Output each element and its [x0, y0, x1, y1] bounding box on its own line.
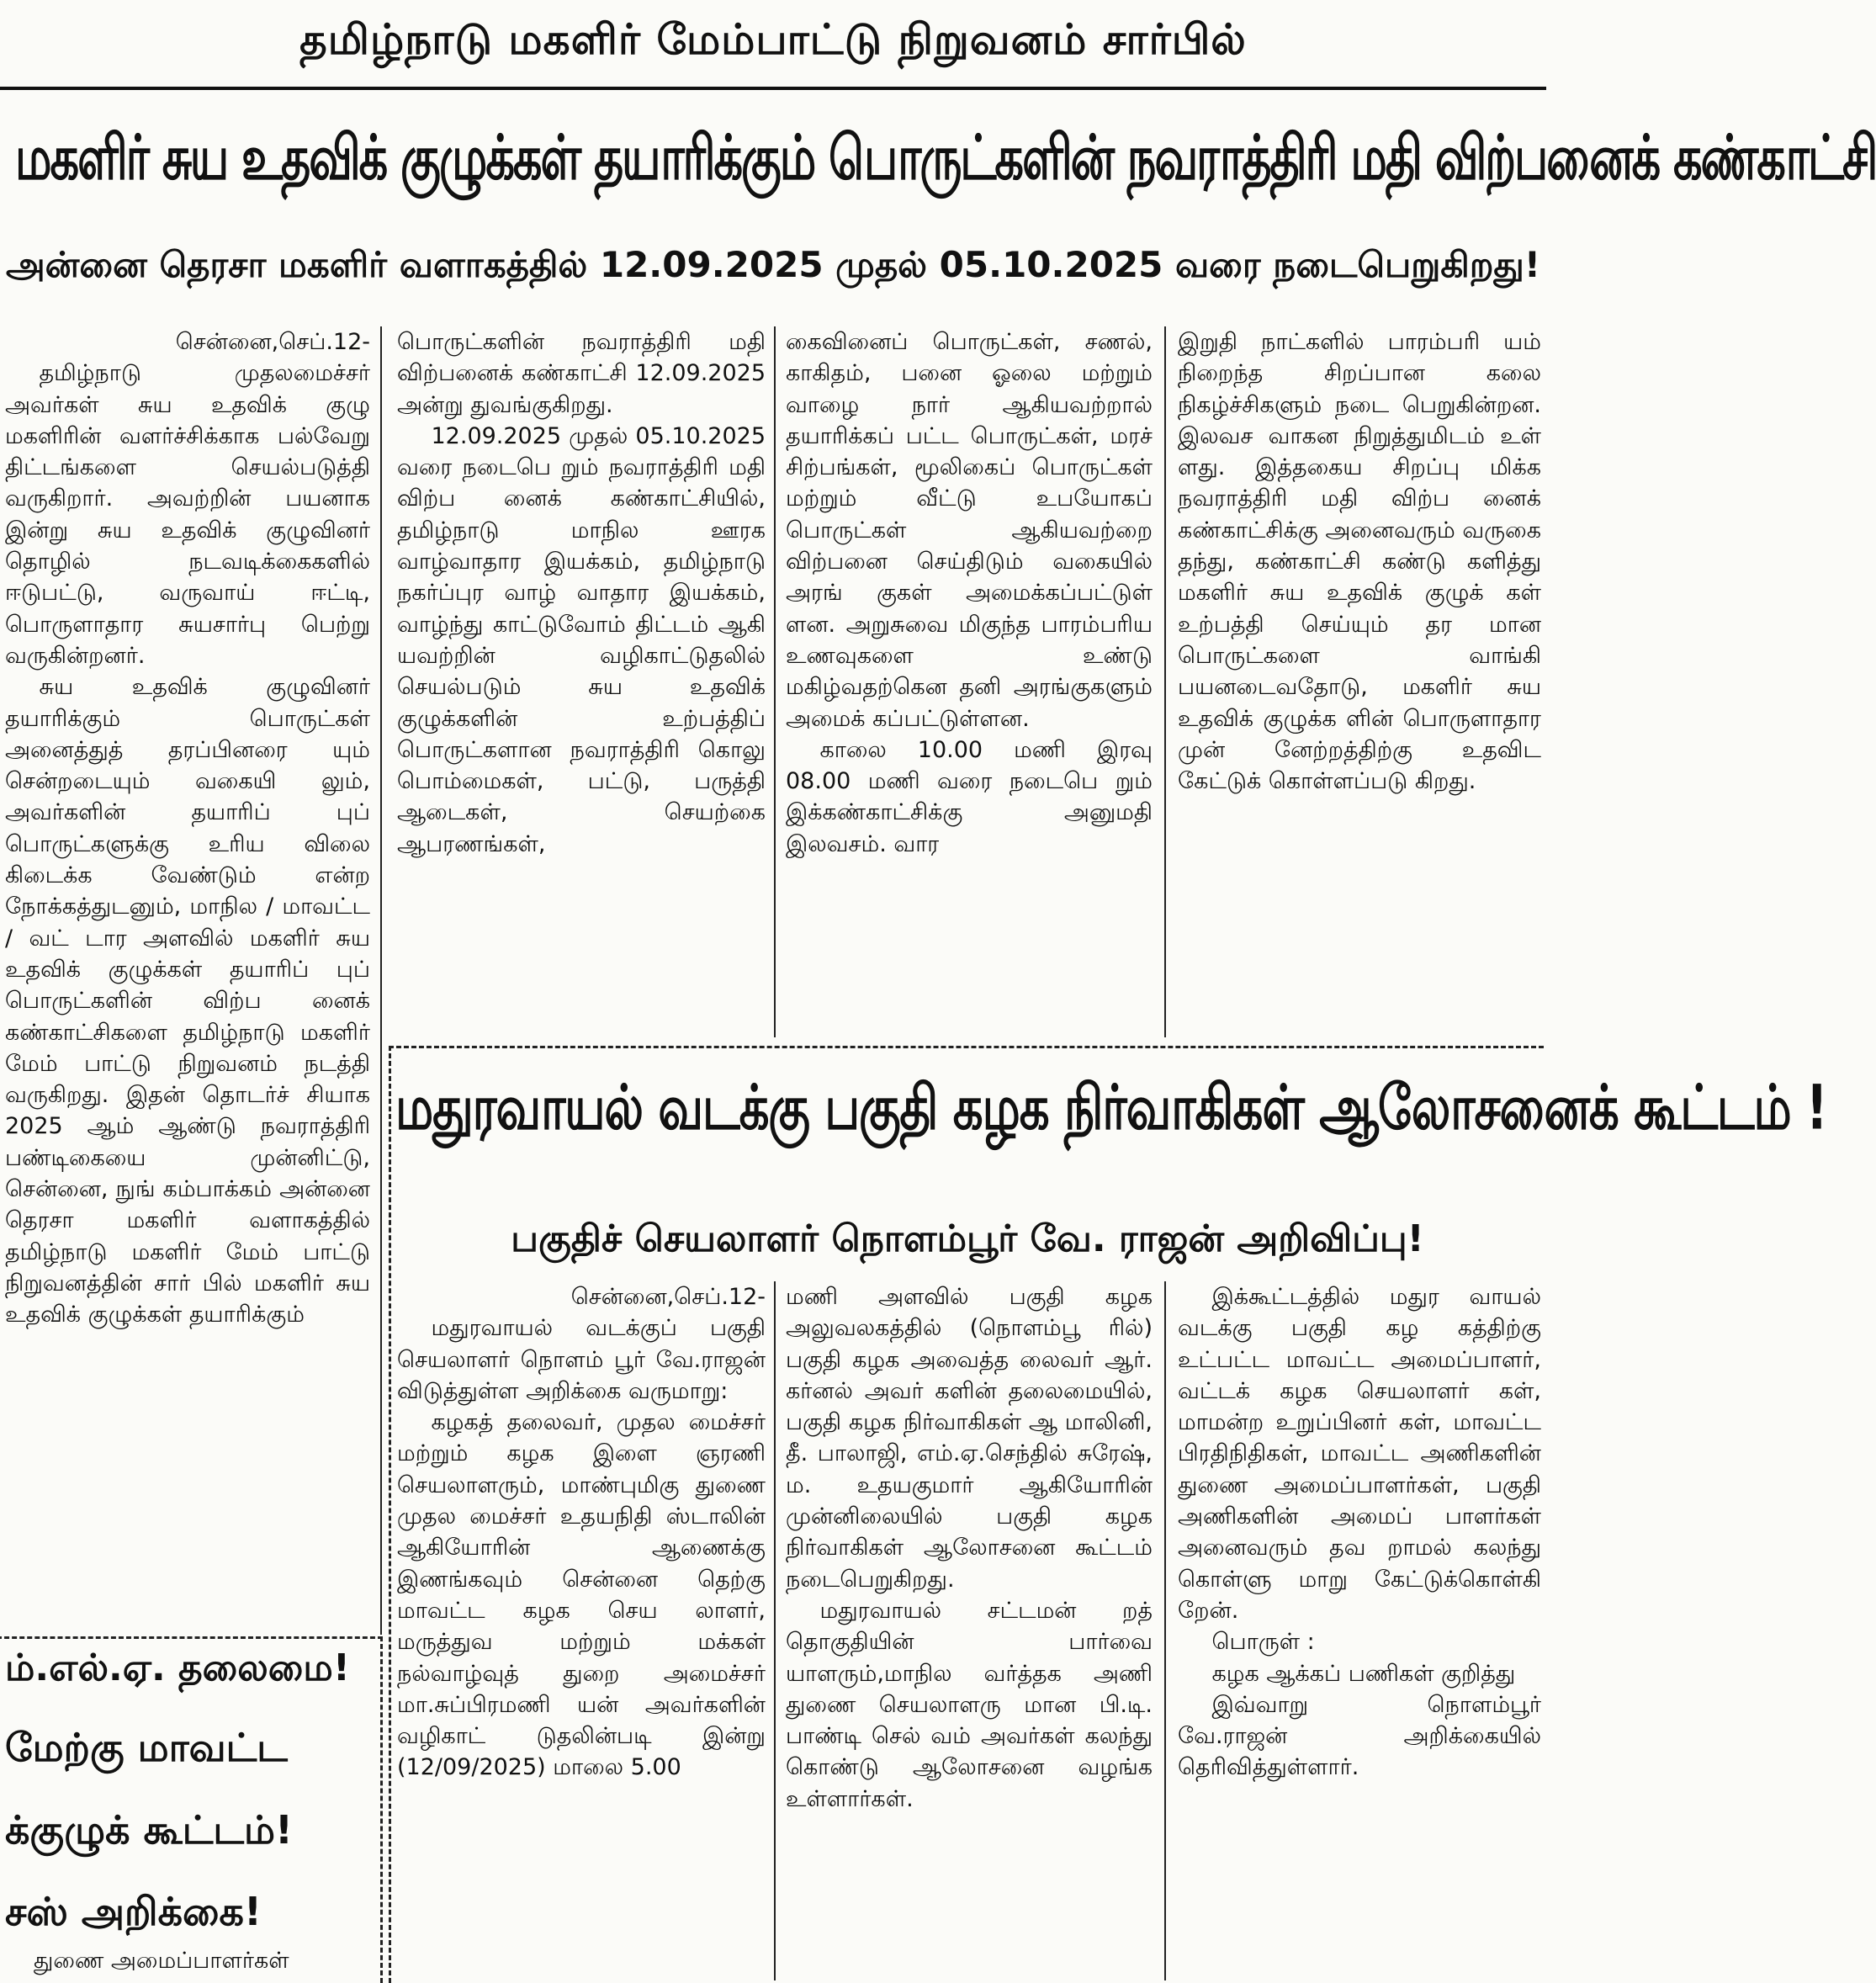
article2-column-1	[397, 1281, 766, 1980]
column-rule	[1164, 1281, 1166, 1980]
article2-column-2	[786, 1281, 1153, 1980]
article2-paragraph: இக்கூட்டத்தில் மதுர வாயல் வடக்கு பகுதி கழ கத்திற்கு உட்பட்ட மாவட்ட அமைப்பாளர், வட்டக் கழக செயலாளர் கள், மாமன்ற உறுப்பினர் கள், மாவட்ட பிரதிநிதிகள், மாவட்ட அணிகளின் துணை அமைப்பாளர்கள், பகுதி அணிகளின் அமைப் பாளர்கள் அனைவரும் தவ றாமல் கலந்து கொள்ளு மாறு கேட்டுக்கொள்கி றேன்.	[1178, 1284, 1541, 1624]
article2-subject: கழக ஆக்கப் பணிகள் குறித்து	[1211, 1660, 1516, 1687]
article2-paragraph: மணி அளவில் பகுதி கழக அலுவலகத்தில் (நொளம்பூ ரில்) பகுதி கழக அவைத்த லைவர் ஆர். கர்னல் அவர் களின் தலைமையில், பகுதி கழக நிர்வாகிகள் ஆ மாலினி, தீ. பாலாஜி, எம்.ஏ.செந்தில் சுரேஷ், ம. உதயகுமார் ஆகியோரின் முன்னிலையில் பகுதி கழக நிர்வாகிகள் ஆலோசனை கூட்டம் நடைபெறுகிறது.	[786, 1284, 1153, 1593]
column-rule	[774, 326, 776, 1037]
article2-paragraph: கழகத் தலைவர், முதல மைச்சர் மற்றும் கழக இளை ஞரணி செயலாளரும், மாண்புமிகு துணை முதல மைச்சர் உதயநிதி ஸ்டாலின் ஆகியோரின் ஆணைக்கு இணங்கவும் சென்னை தெற்கு மாவட்ட கழக செய லாளர், மருத்துவ மற்றும் மக்கள் நல்வாழ்வுத் துறை அமைச்சர் மா.சுப்பிரமணி யன் அவர்களின் வழிகாட் டுதலின்படி இன்று (12/09/2025) மாலை 5.00	[397, 1409, 766, 1781]
article1-column-2	[397, 326, 766, 1037]
article2-paragraph: மதுரவாயல் சட்டமன் றத் தொகுதியின் பார்வை யாளரும்,மாநில வர்த்தக அணி துணை செயலாளரு மான பி.டி. பாண்டி செல் வம் அவர்கள் கலந்து கொண்டு ஆலோசனை வழங்க உள்ளார்கள்.	[786, 1597, 1153, 1812]
article2-paragraph: மதுரவாயல் வடக்குப் பகுதி செயலாளர் நொளம் பூர் வே.ராஜன் விடுத்துள்ள அறிக்கை வருமாறு:	[397, 1315, 766, 1404]
side-article-headline-4: சஸ் அறிக்கை!	[5, 1889, 262, 1934]
article2-column-3	[1178, 1281, 1541, 1980]
article2-headline: மதுரவாயல் வடக்கு பகுதி கழக நிர்வாகிகள் ஆலோசனைக் கூட்டம் !	[395, 1073, 1827, 1144]
article1-column-1	[5, 326, 370, 1630]
article1-headline: மகளிர் சுய உதவிக் குழுக்கள் தயாரிக்கும் பொருட்களின் நவராத்திரி மதி விற்பனைக் கண்காட்சி	[15, 122, 1876, 194]
side-article-headline-3: க்குழுக் கூட்டம்!	[5, 1807, 293, 1853]
header-divider	[0, 87, 1546, 90]
article1-dateline: சென்னை,செப்.12-	[175, 329, 370, 355]
article2-subheadline: பகுதிச் செயலாளர் நொளம்பூர் வே. ராஜன் அறிவிப்பு!	[511, 1217, 1424, 1260]
article1-paragraph: கைவினைப் பொருட்கள், சணல், காகிதம், பனை ஓலை மற்றும் வாழை நார் ஆகியவற்றால் தயாரிக்கப் பட்ட பொருட்கள், மரச் சிற்பங்கள், மூலிகைப் பொருட்கள் மற்றும் வீட்டு உபயோகப் பொருட்கள் ஆகியவற்றை விற்பனை செய்திடும் வகையில் அரங் குகள் அமைக்கப்பட்டுள் ளன. அறுசுவை மிகுந்த பாரம்பரிய உணவுகளை உண்டு மகிழ்வதற்கென தனி அரங்குகளும் அமைக் கப்பட்டுள்ளன.	[786, 329, 1153, 732]
column-rule	[774, 1281, 776, 1980]
article1-paragraph: இறுதி நாட்களில் பாரம்பரி யம் நிறைந்த சிறப்பான கலை நிகழ்ச்சிகளும் நடை பெறுகின்றன. இலவச வாகன நிறுத்துமிடம் உள் ளது. இத்தகைய சிறப்பு மிக்க நவராத்திரி மதி விற்ப னைக் கண்காட்சிக்கு அனைவரும் வருகை தந்து, கண்காட்சி கண்டு களித்து மகளிர் சுய உதவிக் குழுக் கள் உற்பத்தி செய்யும் தர மான பொருட்களை வாங்கி பயனடைவதோடு, மகளிர் சுய உதவிக் குழுக்க ளின் பொருளாதார முன் னேற்றத்திற்கு உதவிட கேட்டுக் கொள்ளப்படு கிறது.	[1178, 329, 1541, 795]
side-article-headline-1: ம்.எல்.ஏ. தலைமை!	[5, 1646, 350, 1689]
article2-paragraph: இவ்வாறு நொளம்பூர் வே.ராஜன் அறிக்கையில் தெரிவித்துள்ளார்.	[1178, 1691, 1541, 1781]
side-article-text: துணை அமைப்பாளர்கள்	[34, 1948, 289, 1974]
article1-paragraph: தமிழ்நாடு முதலமைச்சர் அவர்கள் சுய உதவிக் குழு மகளிரின் வளர்ச்சிக்காக பல்வேறு திட்டங்களை செயல்படுத்தி வருகிறார். அவற்றின் பயனாக இன்று சுய உதவிக் குழுவினர் தொழில் நடவடிக்கைகளில் ஈடுபட்டு, வருவாய் ஈட்டி, பொருளாதார சுயசார்பு பெற்று வருகின்றனர்.	[5, 360, 370, 669]
side-article-headline-2: மேற்கு மாவட்ட	[5, 1725, 288, 1770]
article1-column-4	[1178, 326, 1541, 1037]
article1-paragraph: 12.09.2025 முதல் 05.10.2025 வரை நடைபெ றும் நவராத்திரி மதி விற்ப னைக் கண்காட்சியில், தமிழ்நாடு மாநில ஊரக வாழ்வாதார இயக்கம், தமிழ்நாடு நகர்ப்புர வாழ் வாதார இயக்கம், வாழ்ந்து காட்டுவோம் திட்டம் ஆகி யவற்றின் வழிகாட்டுதலில் செயல்படும் சுய உதவிக் குழுக்களின் உற்பத்திப் பொருட்களான நவராத்திரி கொலு பொம்மைகள், பட்டு, பருத்தி ஆடைகள், செயற்கை ஆபரணங்கள்,	[397, 422, 766, 857]
article2-subject-label: பொருள் :	[1211, 1629, 1315, 1656]
column-rule	[380, 326, 382, 1635]
article1-subheadline: அன்னை தெரசா மகளிர் வளாகத்தில் 12.09.2025 முதல் 05.10.2025 வரை நடைபெறுகிறது!	[5, 244, 1540, 285]
column-rule	[1164, 326, 1166, 1037]
article2-dateline: சென்னை,செப்.12-	[570, 1284, 766, 1310]
article1-paragraph: சுய உதவிக் குழுவினர் தயாரிக்கும் பொருட்கள் அனைத்துத் தரப்பினரை யும் சென்றடையும் வகையி லும், அவர்களின் தயாரிப் புப் பொருட்களுக்கு உரிய விலை கிடைக்க வேண்டும் என்ற நோக்கத்துடனும், மாநில / மாவட்ட / வட் டார அளவில் மகளிர் சுய உதவிக் குழுக்கள் தயாரிப் புப் பொருட்களின் விற்ப னைக் கண்காட்சிகளை தமிழ்நாடு மகளிர் மேம் பாட்டு நிறுவனம் நடத்தி வருகிறது. இதன் தொடர்ச் சியாக 2025 ஆம் ஆண்டு நவராத்திரி பண்டிகையை முன்னிட்டு, சென்னை, நுங் கம்பாக்கம் அன்னை தெரசா மகளிர் வளாகத்தில் தமிழ்நாடு மகளிர் மேம் பாட்டு நிறுவனத்தின் சார் பில் மகளிர் சுய உதவிக் குழுக்கள் தயாரிக்கும்	[5, 674, 370, 1328]
article1-paragraph: காலை 10.00 மணி இரவு 08.00 மணி வரை நடைபெ றும் இக்கண்காட்சிக்கு அனுமதி இலவசம். வார	[786, 736, 1153, 857]
article1-paragraph: பொருட்களின் நவராத்திரி மதி விற்பனைக் கண்காட்சி 12.09.2025 அன்று துவங்குகிறது.	[397, 329, 766, 418]
header-top-line: தமிழ்நாடு மகளிர் மேம்பாட்டு நிறுவனம் சார்பில்	[299, 15, 1247, 64]
article1-column-3	[786, 326, 1153, 1037]
